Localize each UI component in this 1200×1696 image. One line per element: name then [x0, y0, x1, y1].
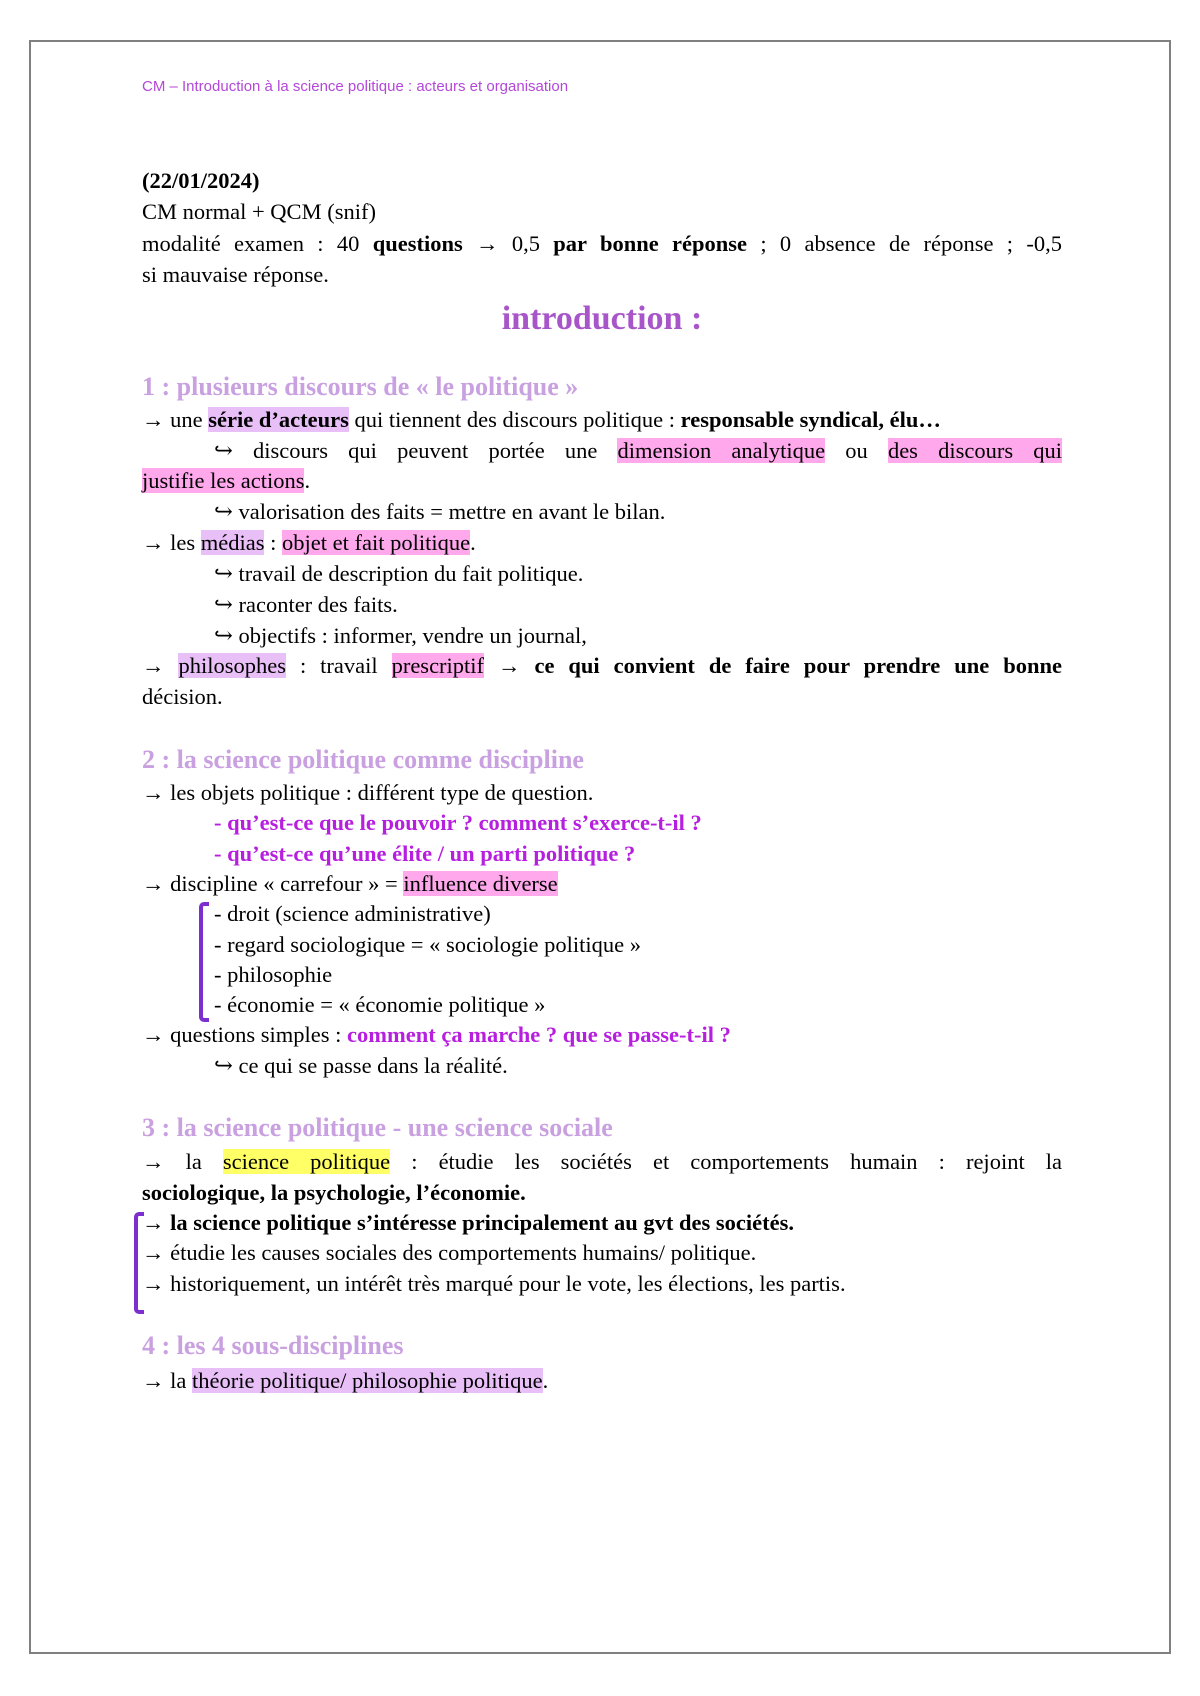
s1-line-description: ↪ travail de description du fait politique. [214, 561, 584, 586]
s2-item-droit: - droit (science administrative) [214, 901, 491, 926]
s2-line-questions: → questions simples : comment ça marche ? que se passe-t-il ? [142, 1022, 731, 1047]
s1-line-decision: décision. [142, 684, 223, 709]
s2-item-sociologie: - regard sociologique = « sociologie politique » [214, 932, 641, 957]
s1-line-actors: → une série d’acteurs qui tiennent des discours politique : responsable syndical, élu… [142, 407, 941, 432]
intro-title: introduction : [501, 300, 703, 337]
s1-line-philosophes: → philosophes : travail prescriptif → ce qui convient de faire pour prendre une bonne [142, 653, 1062, 678]
s2-question-elite: - qu’est-ce qu’une élite / un parti politique ? [214, 841, 636, 866]
section-1-title: 1 : plusieurs discours de « le politique » [142, 372, 579, 401]
exam-line: modalité examen : 40 questions → 0,5 par bonne réponse ; 0 absence de réponse ; -0,5 [142, 231, 1062, 256]
s1-line-justifie: justifie les actions. [142, 468, 311, 493]
s3-line-gvt: → la science politique s’intéresse principalement au gvt des sociétés. [142, 1210, 795, 1235]
s3-line-historiquement: → historiquement, un intérêt très marqué pour le vote, les élections, les partis. [142, 1271, 846, 1296]
cm-line: CM normal + QCM (snif) [142, 199, 376, 224]
s4-line-theorie: → la théorie politique/ philosophie politique. [142, 1368, 549, 1393]
section-4-title: 4 : les 4 sous-disciplines [142, 1331, 404, 1360]
date-line: (22/01/2024) [142, 168, 260, 193]
s3-line-causes: → étudie les causes sociales des comportements humains/ politique. [142, 1240, 757, 1265]
section-2-title: 2 : la science politique comme discipline [142, 745, 584, 774]
s1-line-medias: → les médias : objet et fait politique. [142, 530, 476, 555]
s2-item-philosophie: - philosophie [214, 962, 333, 987]
s1-line-raconter: ↪ raconter des faits. [214, 592, 398, 617]
s1-line-valorisation: ↪ valorisation des faits = mettre en avant le bilan. [214, 499, 666, 524]
s2-line-objets: → les objets politique : différent type de question. [142, 780, 594, 805]
s3-line-sociologique: sociologique, la psychologie, l’économie. [142, 1180, 526, 1205]
page-header: CM – Introduction à la science politique : acteurs et organisation [142, 78, 569, 95]
s2-line-realite: ↪ ce qui se passe dans la réalité. [214, 1053, 508, 1078]
s1-line-discours: ↪ discours qui peuvent portée une dimension analytique ou des discours qui [214, 438, 1062, 463]
s3-line-science: → la science politique : étudie les sociétés et comportements humain : rejoint la [142, 1149, 1063, 1174]
exam-line-2: si mauvaise réponse. [142, 262, 329, 287]
s1-line-objectifs: ↪ objectifs : informer, vendre un journal, [214, 623, 587, 648]
s2-line-carrefour: → discipline « carrefour » = influence diverse [142, 871, 558, 896]
s2-item-economie: - économie = « économie politique » [214, 992, 546, 1017]
s2-question-pouvoir: - qu’est-ce que le pouvoir ? comment s’exerce-t-il ? [214, 810, 702, 835]
section-3-title: 3 : la science politique - une science sociale [142, 1113, 613, 1142]
